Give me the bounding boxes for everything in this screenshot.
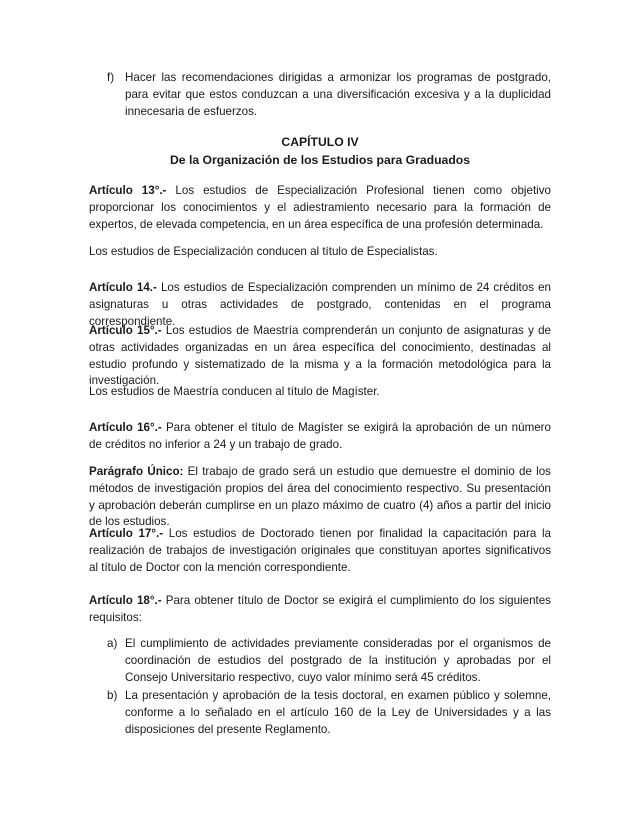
paragrafo-text: El trabajo de grado será un estudio que demuestre el dominio de los métodos de investigación propios del área del conocimiento respectivo. Su presentación y aprobación deberán cumplirse en un plazo máximo de cuatro (4) años a partir del inicio de los estudios. (89, 465, 551, 529)
list-item-text: La presentación y aprobación de la tesis doctoral, en examen público y solemne, conforme a lo señalado en el artículo 160 de la Ley de Universidades y a las disposiciones del presente Reglamento. (125, 689, 551, 736)
list-item-b (89, 688, 551, 738)
article-15 (89, 323, 551, 390)
article-heading: Artículo 18°.- (89, 594, 162, 607)
chapter-title: CAPÍTULO IV (281, 135, 359, 149)
article-18 (89, 593, 551, 627)
article-text: Los estudios de Doctorado tienen por finalidad la capacitación para la realización de trabajos de investigación originales que constituyan aportes significativos al título de Doctor con la mención correspondiente. (89, 527, 551, 574)
article-heading: Artículo 16°.- (89, 421, 162, 434)
chapter-subtitle: De la Organización de los Estudios para Graduados (169, 153, 471, 167)
article-15-conclusion: Los estudios de Maestría conducen al título de Magíster. (89, 385, 380, 398)
article-heading: Artículo 13°.- (89, 184, 167, 197)
list-item-text: Hacer las recomendaciones dirigidas a armonizar los programas de postgrado, para evitar que estos conduzcan a una diversificación excesiva y a la duplicidad innecesaria de esfuerzos. (125, 71, 551, 118)
article-heading: Artículo 15°.- (89, 324, 162, 337)
paragrafo-heading: Parágrafo Único: (89, 465, 184, 478)
list-marker: b) (107, 689, 118, 702)
list-marker: f) (107, 71, 115, 84)
article-13 (89, 183, 551, 233)
article-text: Los estudios de Especialización Profesional tienen como objetivo proporcionar los conocimientos y el adiestramiento necesario para la formación de expertos, de elevada competencia, en un área específica de una profesión determinada. (89, 184, 551, 231)
list-item-a (89, 636, 551, 686)
article-text: Para obtener el título de Magíster se exigirá la aprobación de un número de créditos no inferior a 24 y un trabajo de grado. (89, 421, 551, 451)
article-13-conclusion: Los estudios de Especialización conducen al título de Especialistas. (89, 245, 438, 258)
list-item-f (89, 70, 551, 120)
article-16 (89, 420, 551, 454)
article-heading: Artículo 14.- (89, 281, 157, 294)
paragrafo-unico (89, 464, 551, 531)
list-marker: a) (107, 637, 118, 650)
article-17 (89, 526, 551, 576)
article-text: Los estudios de Maestría comprenderán un conjunto de asignaturas y de otras actividades organizadas en un área específica del conocimiento, destinadas al estudio profundo y sistematizado de la misma y a la formación metodológica para la investigación. (89, 324, 551, 388)
list-item-text: El cumplimiento de actividades previamente consideradas por el organismos de coordinación de estudios del postgrado de la institución y aprobadas por el Consejo Universitario respectivo, cuyo valor mínimo será 45 créditos. (125, 637, 551, 684)
article-heading: Artículo 17°.- (89, 527, 164, 540)
article-text: Los estudios de Especialización comprenden un mínimo de 24 créditos en asignaturas u otras actividades de postgrado, contenidas en el programa correspondiente. (89, 281, 551, 328)
article-text: Para obtener título de Doctor se exigirá el cumplimiento do los siguientes requisitos: (89, 594, 551, 624)
